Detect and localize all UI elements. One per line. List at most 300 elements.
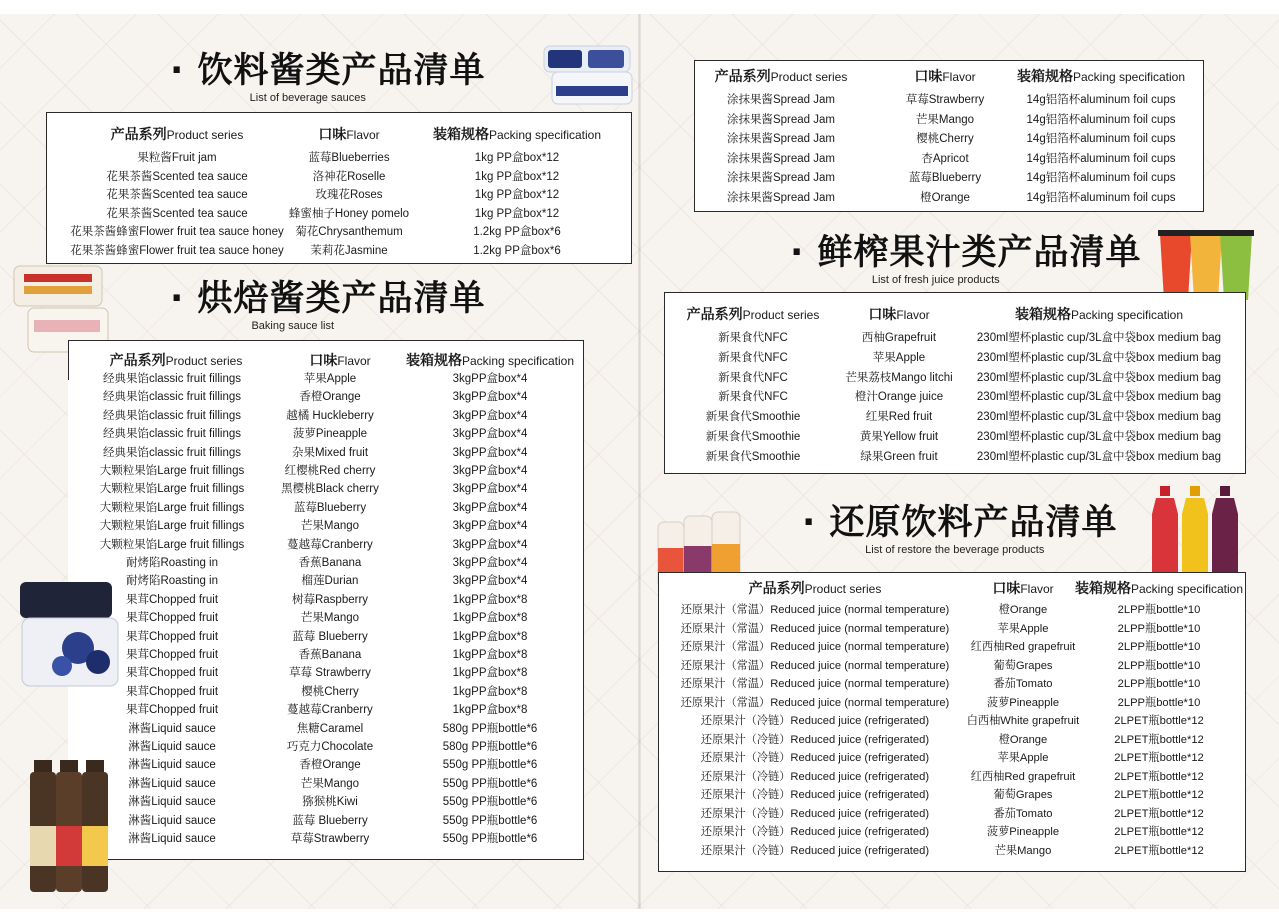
table-row (659, 675, 1245, 693)
table-row (47, 242, 631, 260)
table-row (68, 407, 583, 425)
bottle-2 (1182, 498, 1208, 572)
cell-flavor: 红西柚Red grapefruit (970, 641, 1076, 653)
table-row (68, 462, 583, 480)
table-row (68, 591, 583, 609)
cell-series: 花果茶酱Scented tea sauce (106, 207, 248, 220)
baking-left-border (68, 340, 69, 380)
cell-flavor: 玫瑰花Roses (315, 189, 383, 201)
cell-packing: 1kgPP盒box*8 (452, 593, 528, 606)
cell-flavor: 樱桃Cherry (916, 133, 974, 146)
baking-col-flavor-cn: 口味 (309, 352, 338, 368)
juice-heading (790, 232, 1142, 286)
cell-packing: 2LPET瓶bottle*12 (1114, 715, 1204, 727)
jug-label-2 (684, 546, 712, 572)
cell-flavor: 蓝莓Blueberry (908, 172, 982, 185)
cell-series: 大颗粒果馅Large fruit fillings (99, 501, 245, 514)
cell-flavor: 香橙Orange (299, 759, 361, 772)
cell-packing: 14g铝箔杯aluminum foil cups (1026, 133, 1176, 146)
cell-flavor: 猕猴桃Kiwi (302, 796, 358, 809)
table-row (68, 812, 583, 830)
cell-packing: 1.2kg PP盒box*6 (473, 226, 561, 238)
juice-table (664, 292, 1246, 474)
cell-packing: 2LPET瓶bottle*12 (1114, 752, 1204, 764)
cell-packing: 2LPP瓶bottle*10 (1117, 604, 1201, 616)
cell-packing: 2LPET瓶bottle*12 (1114, 826, 1204, 838)
cell-flavor: 蓝莓Blueberry (293, 501, 367, 514)
beverage-col-series-en: Product series (166, 128, 244, 142)
table-row (659, 823, 1245, 841)
cell-flavor: 焦糖Caramel (296, 722, 364, 735)
cell-flavor: 葡萄Grapes (993, 789, 1053, 801)
juice-title-text: 鲜榨果汁类产品清单 (817, 233, 1142, 273)
cell-packing: 2LPET瓶bottle*12 (1114, 789, 1204, 801)
table-row (659, 601, 1245, 619)
beverage-title-text: 饮料酱类产品清单 (197, 51, 486, 91)
cell-flavor: 芒果Mango (300, 777, 360, 790)
table-row (659, 638, 1245, 656)
cell-packing: 1.2kg PP盒box*6 (473, 244, 561, 257)
cell-series: 经典果馅classic fruit fillings (102, 409, 242, 422)
cell-flavor: 樱桃Cherry (301, 685, 359, 698)
cell-packing: 3kgPP盒box*4 (452, 409, 528, 422)
cell-packing: 550g PP瓶bottle*6 (442, 796, 538, 809)
cell-flavor: 巧克力Chocolate (286, 741, 374, 753)
restore-table (658, 572, 1246, 872)
cell-series: 涂抹果酱Spread Jam (726, 133, 836, 146)
cell-packing: 550g PP瓶bottle*6 (442, 759, 538, 772)
restore-col-series-en: Product series (804, 582, 882, 596)
cell-packing: 14g铝箔杯aluminum foil cups (1026, 192, 1176, 204)
cell-flavor: 茉莉花Jasmine (310, 244, 388, 257)
table-row (665, 448, 1245, 466)
juice-col-series (687, 305, 820, 324)
restore-col-packing-en: Packing specification (1130, 582, 1244, 596)
table-row (695, 150, 1203, 168)
cell-series: 花果茶酱Scented tea sauce (106, 170, 248, 183)
cell-flavor: 橙汁Orange juice (854, 391, 944, 404)
cell-packing: 3kgPP盒box*4 (452, 501, 528, 514)
juice-col-packing-en: Packing specification (1070, 308, 1184, 322)
table-row (665, 369, 1245, 387)
juice-col-flavor (868, 305, 929, 324)
cell-flavor: 橙Orange (998, 733, 1048, 746)
tub-lower-band (34, 320, 100, 332)
cell-series: 涂抹果酱Spread Jam (726, 113, 836, 126)
table-row (68, 517, 583, 535)
bottle-cap (34, 760, 52, 774)
table-row (665, 428, 1245, 446)
beverage-col-series (111, 125, 244, 144)
restore-header-row (659, 579, 1245, 597)
cell-series: 大颗粒果馅Large fruit fillings (99, 538, 245, 551)
cell-flavor: 橙Orange (998, 604, 1048, 616)
cell-packing: 3kgPP盒box*4 (452, 538, 528, 551)
cell-flavor: 红西柚Red grapefruit (970, 770, 1076, 783)
blueberry-tub-image (18, 580, 122, 692)
table-row (659, 786, 1245, 804)
beverage-col-packing-en: Packing specification (488, 128, 602, 142)
cell-packing: 14g铝箔杯aluminum foil cups (1026, 172, 1176, 185)
cell-flavor: 芒果Mango (300, 612, 360, 625)
tub-stripe (24, 274, 92, 282)
beverage-title: · 饮料酱类产品清单 (170, 51, 486, 91)
cell-flavor: 菊花Chrysanthemum (295, 226, 403, 238)
cell-packing: 2LPP瓶bottle*10 (1117, 696, 1201, 709)
tub-top (20, 582, 112, 618)
cell-flavor: 洛神花Roselle (312, 170, 386, 183)
cell-flavor: 苹果Apple (997, 622, 1049, 635)
cell-flavor: 黄果Yellow fruit (859, 431, 939, 443)
cell-series: 还原果汁（冷链）Reduced juice (refrigerated) (700, 770, 930, 783)
bottle-cap (1160, 486, 1170, 496)
table-row (47, 186, 631, 204)
cell-series: 大颗粒果馅Large fruit fillings (99, 465, 245, 477)
cup-2 (1190, 234, 1222, 300)
cell-flavor: 榴莲Durian (301, 575, 359, 588)
cell-packing: 1kg PP盒box*12 (474, 207, 560, 220)
cell-series: 经典果馅classic fruit fillings (102, 391, 242, 404)
table-row (68, 720, 583, 738)
juice-col-flavor-cn: 口味 (868, 306, 897, 322)
baking-col-packing (406, 351, 574, 370)
table-row (68, 646, 583, 664)
cell-packing: 2LPP瓶bottle*10 (1117, 659, 1201, 672)
table-row (659, 657, 1245, 675)
table-row (68, 609, 583, 627)
table-row (659, 694, 1245, 712)
baking-col-packing-en: Packing specification (461, 354, 575, 368)
table-row (695, 130, 1203, 148)
table-row (695, 91, 1203, 109)
cell-packing: 2LPET瓶bottle*12 (1114, 807, 1204, 820)
beverage-col-flavor (318, 125, 379, 144)
cell-packing: 1kg PP盒box*12 (474, 152, 560, 164)
cell-flavor: 葡萄Grapes (993, 659, 1053, 672)
cell-packing: 580g PP瓶bottle*6 (442, 722, 538, 735)
bottle-cap-3 (86, 760, 104, 774)
cell-flavor: 红樱桃Red cherry (284, 465, 376, 477)
table-row (659, 768, 1245, 786)
cell-packing: 1kgPP盒box*8 (452, 649, 528, 661)
table-row (68, 628, 583, 646)
baking-col-packing-cn: 装箱规格 (405, 352, 462, 368)
cell-series: 淋酱Liquid sauce (128, 777, 216, 790)
cell-packing: 230ml塑杯plastic cup/3L盒中袋box medium bag (976, 371, 1222, 384)
juice-subtitle: List of fresh juice products (871, 274, 1000, 286)
cell-series: 果茸Chopped fruit (125, 593, 219, 606)
table-row (68, 480, 583, 498)
cell-series: 涂抹果酱Spread Jam (726, 94, 836, 106)
table-row (68, 756, 583, 774)
cell-packing: 1kgPP盒box*8 (452, 630, 528, 643)
cell-flavor: 苹果Apple (872, 351, 926, 364)
beverage-col-packing (433, 125, 601, 144)
table-row (68, 793, 583, 811)
cell-series: 果茸Chopped fruit (125, 685, 219, 698)
cell-series: 果茸Chopped fruit (125, 667, 219, 680)
cell-series: 大颗粒果馅Large fruit fillings (99, 520, 245, 533)
cell-flavor: 苹果Apple (303, 373, 357, 385)
jug-label (658, 548, 684, 572)
cell-series: 花果茶酱Scented tea sauce (106, 189, 248, 201)
cell-packing: 3kgPP盒box*4 (452, 465, 528, 477)
cell-packing: 230ml塑杯plastic cup/3L盒中袋box medium bag (976, 351, 1222, 364)
cell-flavor: 蔓越莓Cranberry (287, 704, 373, 717)
cell-packing: 1kg PP盒box*12 (474, 189, 560, 201)
beverage-col-series-cn: 产品系列 (110, 126, 167, 142)
jam-col-flavor (914, 67, 975, 86)
cell-flavor: 橙Orange (920, 192, 970, 204)
table-row (695, 189, 1203, 207)
cell-packing: 1kgPP盒box*8 (452, 685, 528, 698)
beverage-col-packing-cn: 装箱规格 (432, 126, 489, 142)
cup (1160, 234, 1192, 300)
cell-series: 淋酱Liquid sauce (128, 814, 216, 827)
beverage-col-flavor-en: Flavor (346, 128, 380, 142)
cell-flavor: 芒果Mango (300, 520, 360, 533)
table-row (665, 408, 1245, 426)
juice-col-packing (1015, 305, 1183, 324)
cell-series: 还原果汁（常温）Reduced juice (normal temperature) (680, 622, 950, 635)
cell-packing: 1kg PP盒box*12 (474, 170, 560, 183)
cell-packing: 14g铝箔杯aluminum foil cups (1026, 152, 1176, 165)
cell-series: 还原果汁（冷链）Reduced juice (refrigerated) (700, 844, 930, 857)
cell-series: 淋酱Liquid sauce (128, 759, 216, 772)
cell-series: 新果食代NFC (718, 332, 788, 344)
cell-packing: 230ml塑杯plastic cup/3L盒中袋box medium bag (976, 411, 1222, 424)
cell-flavor: 西柚Grapefruit (861, 332, 937, 344)
juice-col-series-cn: 产品系列 (686, 306, 743, 322)
restore-title: · 还原饮料产品清单 (802, 503, 1118, 543)
table-row (68, 536, 583, 554)
cell-series: 花果茶酱蜂蜜Flower fruit tea sauce honey (70, 244, 284, 257)
cell-series: 淋酱Liquid sauce (128, 722, 216, 735)
cell-flavor: 越橘 Huckleberry (286, 409, 374, 422)
table-row (68, 388, 583, 406)
cell-flavor: 番茄Tomato (993, 807, 1053, 820)
table-row (47, 223, 631, 241)
cell-flavor: 芒果荔枝Mango litchi (845, 371, 953, 384)
cell-flavor: 芒果Mango (915, 113, 975, 126)
table-row (659, 731, 1245, 749)
cell-flavor: 草莓 Strawberry (289, 667, 371, 680)
cell-flavor: 蓝莓 Blueberry (292, 630, 368, 643)
cell-series: 淋酱Liquid sauce (128, 833, 216, 845)
beverage-sauce-tub-image (538, 42, 638, 110)
cell-flavor: 番茄Tomato (993, 678, 1053, 690)
restore-col-flavor-en: Flavor (1020, 582, 1054, 596)
cell-flavor: 芒果Mango (994, 844, 1052, 857)
cell-flavor: 蜂蜜柚子Honey pomelo (288, 207, 410, 220)
jam-table (694, 60, 1204, 212)
juice-col-packing-cn: 装箱规格 (1014, 306, 1071, 322)
tub-band (556, 86, 628, 96)
restore-juice-bottles-image (1150, 484, 1240, 576)
cell-series: 还原果汁（常温）Reduced juice (normal temperature) (680, 659, 950, 672)
cell-series: 耐烤陷Roasting in (125, 557, 219, 569)
cell-packing: 1kgPP盒box*8 (452, 667, 528, 680)
restore-col-series-cn: 产品系列 (748, 580, 805, 596)
baking-col-flavor (309, 351, 370, 370)
restore-title-text: 还原饮料产品清单 (829, 503, 1118, 543)
table-row (68, 683, 583, 701)
table-row (665, 329, 1245, 347)
cell-series: 经典果馅classic fruit fillings (102, 446, 242, 459)
cell-packing: 3kgPP盒box*4 (452, 428, 528, 441)
baking-title-text: 烘焙酱类产品清单 (197, 279, 486, 319)
cell-packing: 230ml塑杯plastic cup/3L盒中袋box medium bag (976, 450, 1222, 463)
cell-flavor: 蓝莓 Blueberry (292, 814, 368, 827)
jam-header-row (695, 67, 1203, 85)
berry-2 (86, 650, 110, 674)
table-row (68, 499, 583, 517)
table-row (68, 444, 583, 462)
table-row (665, 388, 1245, 406)
table-row (47, 149, 631, 167)
bottle-label-2 (56, 826, 82, 866)
cell-flavor: 红果Red fruit (865, 411, 933, 424)
cell-flavor: 树莓Raspberry (291, 593, 369, 606)
beverage-heading (170, 50, 486, 104)
table-row (68, 830, 583, 848)
baking-col-flavor-en: Flavor (337, 354, 371, 368)
restore-subtitle: List of restore the beverage products (865, 544, 1045, 556)
cell-packing: 1kgPP盒box*8 (452, 704, 528, 717)
bottle-3 (1212, 498, 1238, 572)
juice-col-flavor-en: Flavor (896, 308, 930, 322)
cell-flavor: 香橙Orange (299, 391, 361, 404)
cell-series: 还原果汁（常温）Reduced juice (normal temperature) (680, 678, 950, 690)
cell-flavor: 蓝莓Blueberries (308, 152, 390, 164)
table-row (659, 620, 1245, 638)
cell-series: 果茸Chopped fruit (125, 649, 219, 661)
cell-packing: 14g铝箔杯aluminum foil cups (1026, 113, 1176, 126)
tub-stripe-2 (24, 286, 92, 294)
juice-header-row (665, 305, 1245, 323)
bottle-label (30, 826, 56, 866)
restore-col-flavor-cn: 口味 (992, 580, 1021, 596)
jam-col-series-en: Product series (770, 70, 848, 84)
table-row (695, 169, 1203, 187)
restore-col-packing (1075, 579, 1243, 598)
beverage-col-flavor-cn: 口味 (318, 126, 347, 142)
cell-series: 还原果汁（常温）Reduced juice (normal temperature) (680, 641, 950, 653)
cell-packing: 2LPP瓶bottle*10 (1117, 641, 1201, 653)
baking-col-series (110, 351, 243, 370)
table-row (659, 712, 1245, 730)
bottle-label-3 (82, 826, 108, 866)
baking-heading (170, 278, 486, 332)
cell-packing: 3kgPP盒box*4 (452, 557, 528, 569)
table-row (659, 805, 1245, 823)
cell-series: 还原果汁（冷链）Reduced juice (refrigerated) (700, 807, 930, 820)
juice-col-series-en: Product series (742, 308, 820, 322)
cell-series: 还原果汁（冷链）Reduced juice (refrigerated) (700, 733, 930, 746)
cell-packing: 2LPET瓶bottle*12 (1114, 844, 1204, 857)
cell-series: 新果食代Smoothie (705, 450, 801, 463)
table-row (659, 749, 1245, 767)
restore-col-flavor (992, 579, 1053, 598)
jam-col-series-cn: 产品系列 (714, 68, 771, 84)
berry-3 (52, 656, 72, 676)
cell-packing: 3kgPP盒box*4 (452, 446, 528, 459)
baking-col-series-en: Product series (165, 354, 243, 368)
cell-series: 新果食代Smoothie (705, 431, 801, 443)
jam-col-flavor-cn: 口味 (914, 68, 943, 84)
table-row (659, 842, 1245, 860)
table-row (68, 701, 583, 719)
page-top-margin (0, 0, 1279, 14)
cell-series: 耐烤陷Roasting in (125, 575, 219, 588)
tub-label-2 (588, 50, 624, 68)
liquid-sauce-bottles-image (28, 756, 108, 896)
bottle-cap-2 (60, 760, 78, 774)
cell-flavor: 草莓Strawberry (290, 833, 370, 845)
cell-packing: 3kgPP盒box*4 (452, 575, 528, 588)
cell-series: 涂抹果酱Spread Jam (726, 152, 836, 165)
cell-packing: 230ml塑杯plastic cup/3L盒中袋box medium bag (976, 332, 1222, 344)
jam-col-packing-en: Packing specification (1072, 70, 1186, 84)
cell-flavor: 菠萝Pineapple (292, 428, 368, 441)
cell-series: 还原果汁（冷链）Reduced juice (refrigerated) (700, 826, 930, 838)
cell-series: 新果食代NFC (718, 371, 788, 384)
cell-flavor: 白西柚White grapefruit (966, 715, 1080, 727)
baking-header-row (68, 351, 583, 369)
table-row (68, 664, 583, 682)
cup-3 (1220, 234, 1252, 300)
restore-col-packing-cn: 装箱规格 (1074, 580, 1131, 596)
cell-series: 还原果汁（冷链）Reduced juice (refrigerated) (700, 752, 930, 764)
table-row (665, 349, 1245, 367)
cell-series: 果茸Chopped fruit (125, 612, 219, 625)
cell-packing: 550g PP瓶bottle*6 (442, 814, 538, 827)
cell-flavor: 香蕉Banana (298, 557, 362, 569)
cell-packing: 3kgPP盒box*4 (452, 483, 528, 496)
page-bottom-margin (0, 909, 1279, 923)
cell-packing: 2LPP瓶bottle*10 (1117, 622, 1201, 635)
bottle-cap-3 (1220, 486, 1230, 496)
cell-series: 涂抹果酱Spread Jam (726, 172, 836, 185)
jam-col-flavor-en: Flavor (942, 70, 976, 84)
table-row (47, 168, 631, 186)
cell-packing: 580g PP瓶bottle*6 (442, 741, 538, 753)
cell-packing: 14g铝箔杯aluminum foil cups (1026, 94, 1176, 106)
cell-packing: 3kgPP盒box*4 (452, 391, 528, 404)
cell-flavor: 杂果Mixed fruit (291, 446, 369, 459)
cell-series: 经典果馅classic fruit fillings (102, 428, 242, 441)
table-row (68, 775, 583, 793)
table-row (68, 738, 583, 756)
table-row (68, 370, 583, 388)
cell-series: 淋酱Liquid sauce (128, 741, 216, 753)
cell-series: 新果食代NFC (718, 391, 788, 404)
cell-series: 还原果汁（常温）Reduced juice (normal temperature) (680, 696, 950, 709)
cell-series: 果粒酱Fruit jam (137, 152, 217, 164)
jam-col-series (715, 67, 848, 86)
cell-flavor: 香蕉Banana (298, 649, 362, 661)
table-row (68, 425, 583, 443)
cell-flavor: 蔓越莓Cranberry (287, 538, 373, 551)
cell-packing: 230ml塑杯plastic cup/3L盒中袋box medium bag (976, 431, 1222, 443)
cell-series: 还原果汁（常温）Reduced juice (normal temperature) (680, 604, 950, 616)
cell-flavor: 绿果Green fruit (860, 450, 938, 463)
baking-title: · 烘焙酱类产品清单 (170, 279, 486, 319)
cell-flavor: 杏Apricot (921, 152, 969, 165)
juice-title: · 鲜榨果汁类产品清单 (790, 233, 1142, 273)
table-row (695, 111, 1203, 129)
restore-heading (802, 502, 1118, 556)
